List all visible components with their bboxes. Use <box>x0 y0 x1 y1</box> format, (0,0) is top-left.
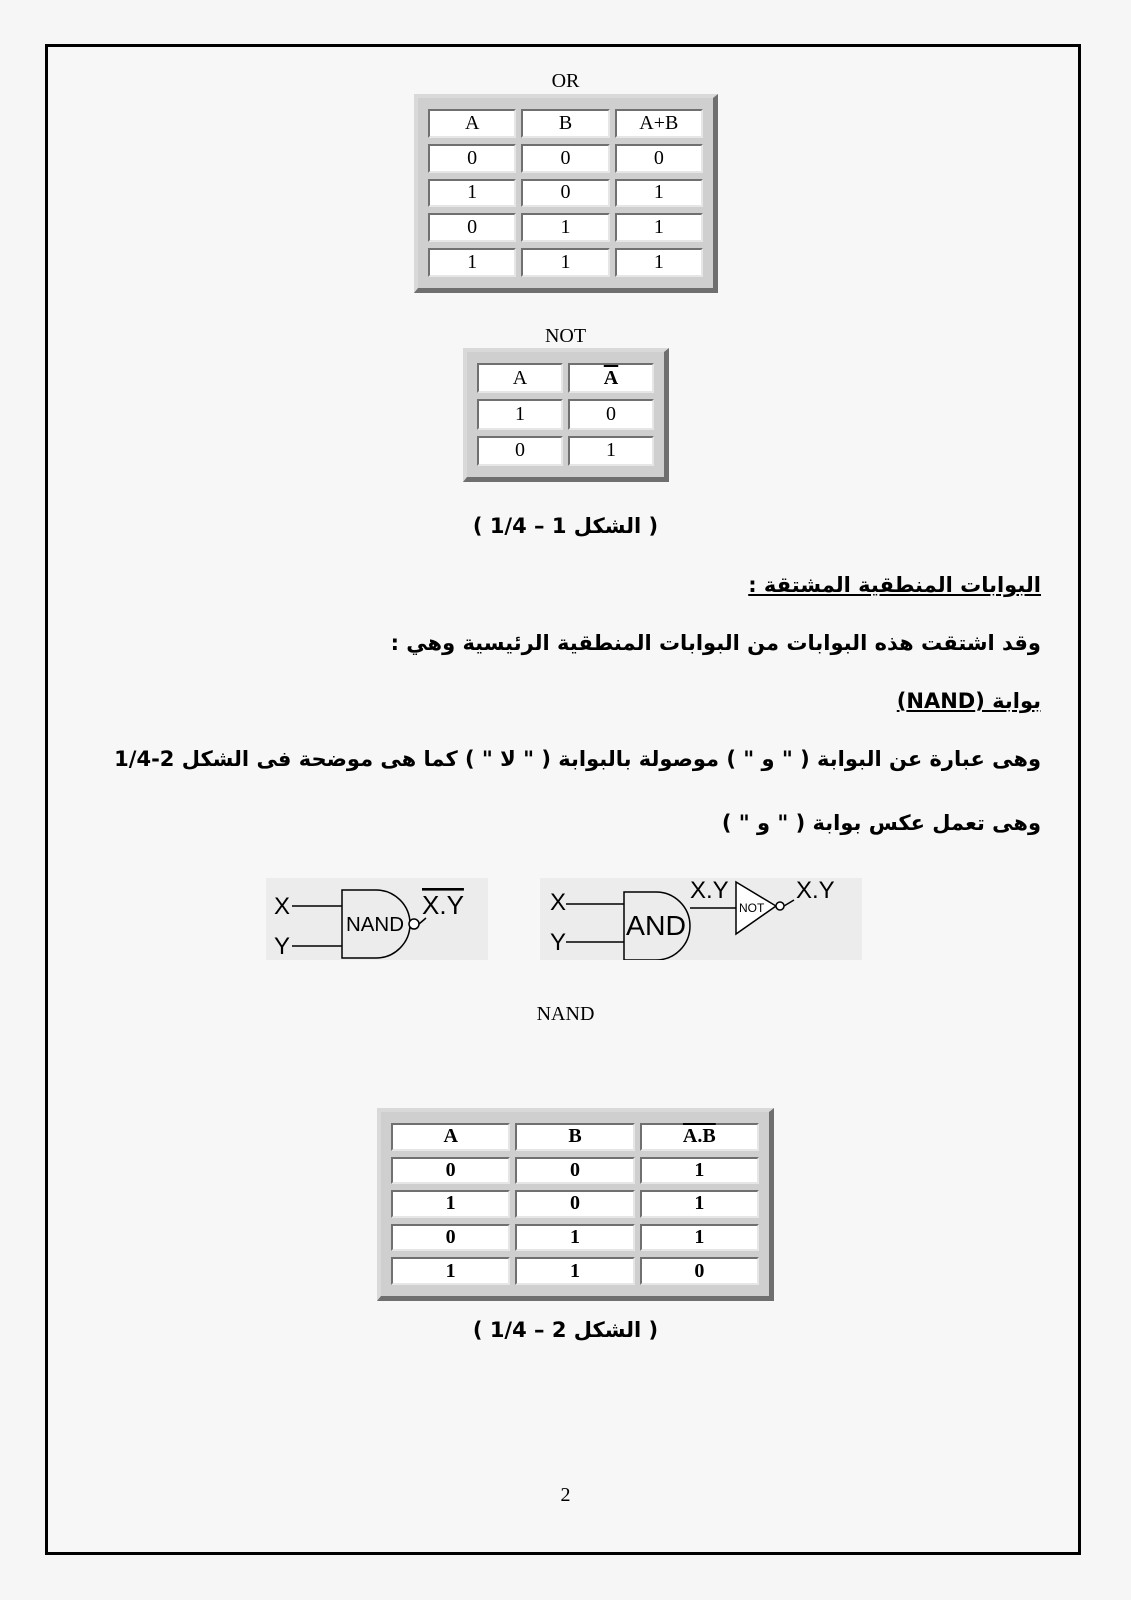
table-row <box>391 1224 759 1252</box>
table-cell: 1 <box>428 248 516 277</box>
table-row <box>477 399 654 429</box>
table-row <box>391 1257 759 1285</box>
figure1-caption: ( الشكل 1 – 1/4 ) <box>472 514 659 538</box>
final-output-label: X.Y <box>796 878 835 904</box>
nand-gate-label: NAND <box>346 914 404 936</box>
table-cell: 1 <box>515 1224 634 1252</box>
table-cell: 1 <box>391 1190 510 1218</box>
input-y-label: Y <box>274 933 291 960</box>
table-row <box>391 1190 759 1218</box>
table-cell: 1 <box>515 1257 634 1285</box>
table-header-cell: A+B <box>615 109 703 138</box>
table-cell: 0 <box>640 1257 759 1285</box>
table-header-cell: B <box>515 1123 634 1151</box>
table-row <box>477 436 654 466</box>
input-y-label: Y <box>550 929 567 956</box>
table-cell: 0 <box>428 144 516 173</box>
or-truth-table <box>414 94 718 293</box>
input-x-label: X <box>550 889 567 916</box>
table-header-cell: A <box>391 1123 510 1151</box>
table-cell: 1 <box>615 213 703 242</box>
table-cell: 1 <box>615 179 703 208</box>
or-table-title: OR <box>551 70 580 92</box>
table-cell: 0 <box>391 1157 510 1185</box>
nand-output-label: X.Y <box>422 890 464 920</box>
table-cell: 0 <box>521 144 609 173</box>
inversion-bubble <box>409 919 419 929</box>
table-cell: 1 <box>521 248 609 277</box>
section-heading: البوابات المنطقية المشتقة : <box>748 573 1041 597</box>
and-not-gate-diagram <box>540 878 862 960</box>
nand-gate-diagram <box>266 878 488 960</box>
table-cell: 0 <box>568 399 654 429</box>
not-table-title: NOT <box>544 325 587 347</box>
table-row <box>428 144 703 173</box>
page-number: 2 <box>560 1484 571 1506</box>
table-cell: 1 <box>640 1224 759 1252</box>
table-cell: 0 <box>391 1224 510 1252</box>
nand-table-grid <box>386 1117 764 1291</box>
table-row <box>391 1157 759 1185</box>
inversion-bubble <box>776 902 784 910</box>
intro-text: وقد اشتقت هذه البوابات من البوابات المنطقية الرئيسية وهي : <box>390 631 1041 655</box>
table-cell: 1 <box>615 248 703 277</box>
not-truth-table <box>463 348 669 482</box>
and-output-label: X.Y <box>690 878 729 904</box>
or-table-grid <box>423 103 708 283</box>
table-cell: 0 <box>515 1157 634 1185</box>
table-cell: 0 <box>515 1190 634 1218</box>
table-header-cell: A <box>477 363 563 393</box>
table-cell: 0 <box>521 179 609 208</box>
table-cell: 0 <box>477 436 563 466</box>
table-row <box>428 248 703 277</box>
nand-heading: بوابة (NAND) <box>896 689 1041 713</box>
table-header-cell: A <box>428 109 516 138</box>
table-cell: 0 <box>615 144 703 173</box>
table-row <box>428 179 703 208</box>
table-cell: 0 <box>428 213 516 242</box>
table-cell: 1 <box>521 213 609 242</box>
table-cell: 1 <box>640 1190 759 1218</box>
figure2-caption: ( الشكل 2 – 1/4 ) <box>472 1318 659 1342</box>
table-header-row <box>428 109 703 138</box>
negated-a-label: $\overline{A}$ <box>603 366 619 389</box>
table-row <box>428 213 703 242</box>
nand-truth-table <box>377 1108 774 1301</box>
table-cell: 1 <box>640 1157 759 1185</box>
table-header-cell: B <box>521 109 609 138</box>
not-table-grid <box>472 357 659 472</box>
nand-label: NAND <box>536 1003 595 1025</box>
table-cell: 1 <box>428 179 516 208</box>
table-header-cell-negated <box>568 363 654 393</box>
nand-description-1: وهى عبارة عن البوابة ( " و " ) موصولة بالبوابة ( " لا " ) كما هى موضحة فى الشكل 2-1/4 <box>114 747 1041 771</box>
and-gate-label: AND <box>626 910 686 941</box>
negated-ab-label: A.B <box>682 1125 716 1148</box>
input-x-label: X <box>274 893 291 920</box>
table-cell: 1 <box>477 399 563 429</box>
not-gate-label: NOT <box>739 901 765 915</box>
table-header-cell-negated <box>640 1123 759 1151</box>
table-header-row <box>477 363 654 393</box>
table-header-row <box>391 1123 759 1151</box>
nand-description-2: وهى تعمل عكس بوابة ( " و " ) <box>721 811 1041 835</box>
table-cell: 1 <box>391 1257 510 1285</box>
table-cell: 1 <box>568 436 654 466</box>
